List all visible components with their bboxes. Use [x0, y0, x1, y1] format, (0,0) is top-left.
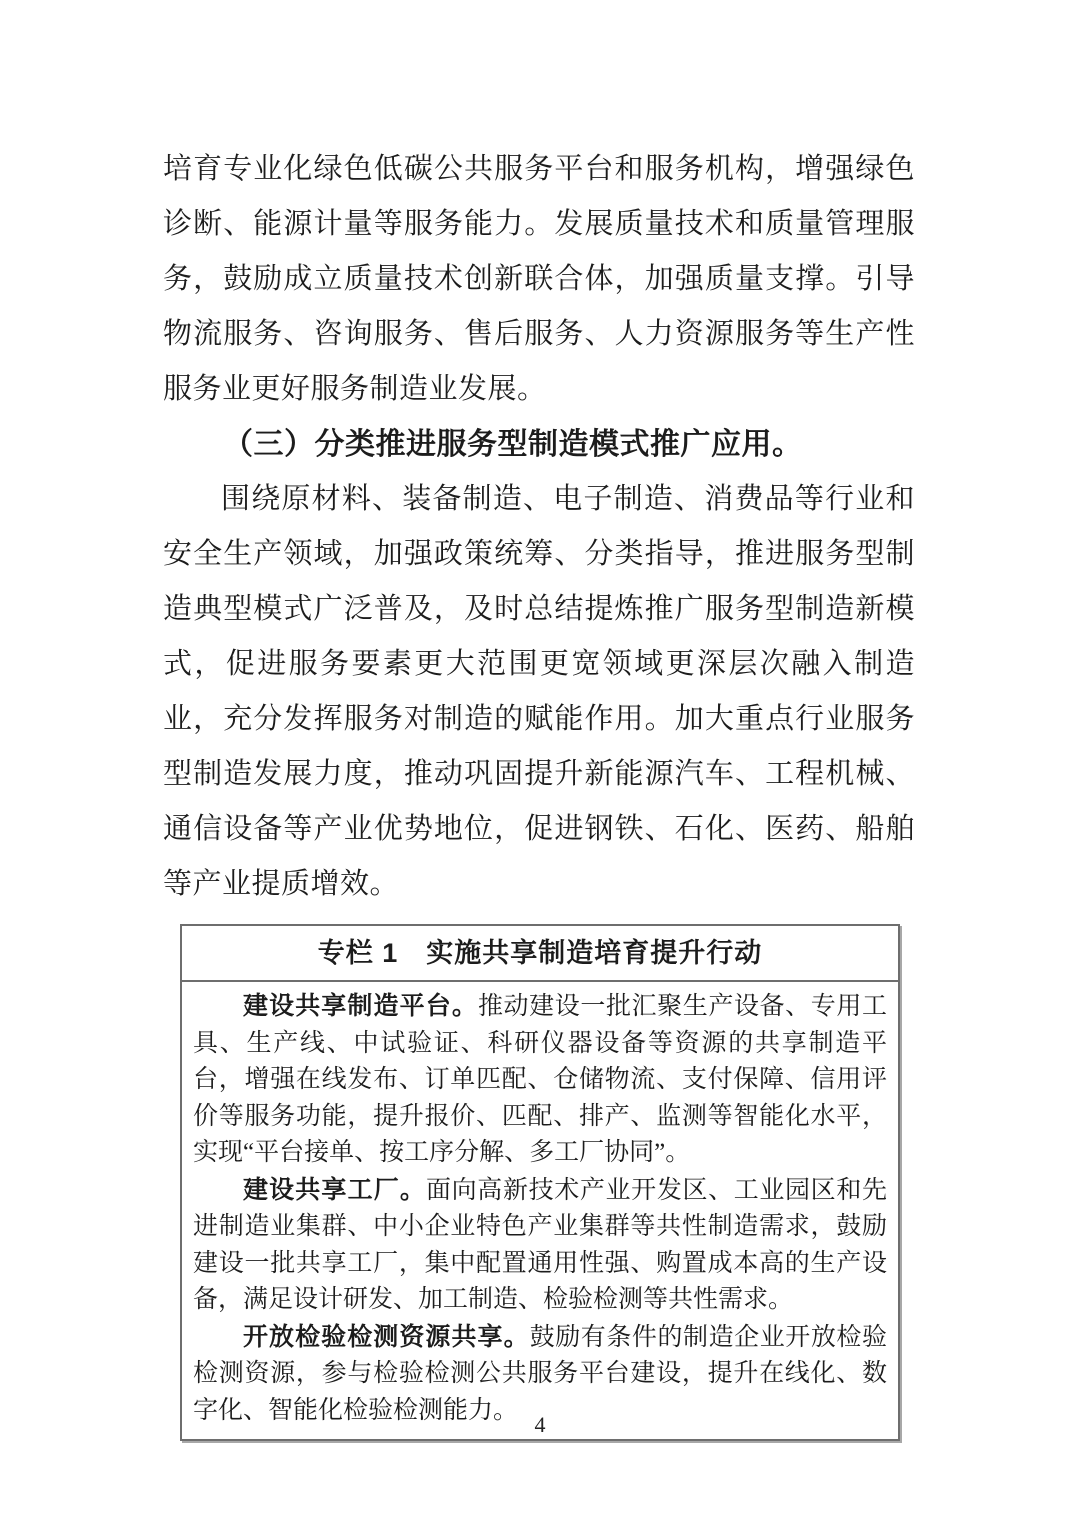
section-heading: （三）分类推进服务型制造模式推广应用。	[223, 428, 803, 461]
box-item-text: 面向高新技术产业开发区、工业园区和先进制造业集群、中小企业特色产业集群等共性制造需求，鼓励建设一批共享工厂，集中配置通用性强、购置成本高的生产设备，满足设计研发、加工制造、检验检测等共性需求。	[193, 1176, 887, 1313]
box-item-text: 鼓励有条件的制造企业开放检验检测资源，参与检验检测公共服务平台建设，提升在线化、数字化、智能化检验检测能力。	[193, 1323, 887, 1424]
box-body	[182, 982, 898, 1439]
box-item-shared-manufacturing-platform	[193, 988, 887, 1172]
paragraph-body: 围绕原材料、装备制造、电子制造、消费品等行业和安全生产领域，加强政策统筹、分类指导，推进服务型制造典型模式广泛普及，及时总结提炼推广服务型制造新模式，促进服务要素更大范围更宽领域更深层次融入制造业，充分发挥服务对制造的赋能作用。加大重点行业服务型制造发展力度，推动巩固提升新能源汽车、工程机械、通信设备等产业优势地位，促进钢铁、石化、医药、船舶等产业提质增效。	[163, 483, 915, 900]
box-item-shared-factory	[193, 1172, 887, 1319]
page-number: 4	[534, 1412, 546, 1437]
box-item-lead: 建设共享制造平台。	[243, 992, 478, 1020]
paragraph-continuation: 培育专业化绿色低碳公共服务平台和服务机构，增强绿色诊断、能源计量等服务能力。发展质量技术和质量管理服务，鼓励成立质量技术创新联合体，加强质量支撑。引导物流服务、咨询服务、售后服务、人力资源服务等生产性服务业更好服务制造业发展。	[163, 153, 915, 405]
box-title: 专栏 1 实施共享制造培育提升行动	[182, 926, 898, 982]
box-item-text: 推动建设一批汇聚生产设备、专用工具、生产线、中试验证、科研仪器设备等资源的共享制造平台，增强在线发布、订单匹配、仓储物流、支付保障、信用评价等服务功能，提升报价、匹配、排产、监测等智能化水平，实现“平台接单、按工序分解、多工厂协同”。	[193, 993, 887, 1166]
special-column-box	[180, 924, 900, 1441]
box-item-lead: 建设共享工厂。	[243, 1175, 427, 1204]
page-content	[163, 142, 915, 1441]
box-item-lead: 开放检验检测资源共享。	[243, 1322, 530, 1351]
